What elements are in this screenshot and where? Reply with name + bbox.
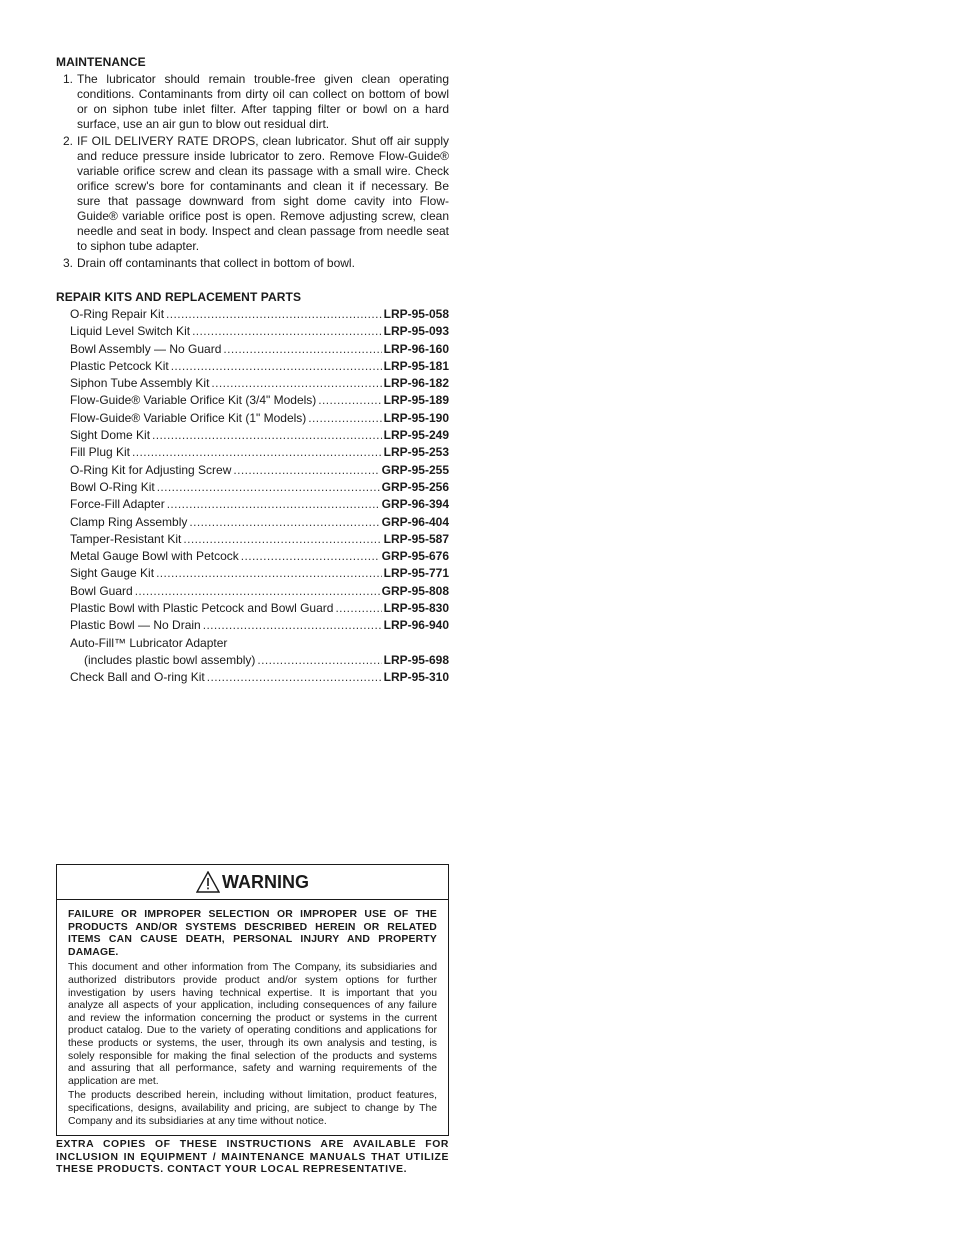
maintenance-item — [56, 134, 449, 254]
part-name: Plastic Petcock Kit — [70, 358, 169, 373]
part-number: LRP-95-698 — [383, 652, 449, 667]
part-number: LRP-95-058 — [383, 307, 449, 321]
part-row — [56, 427, 449, 444]
part-row — [56, 462, 449, 479]
part-number: LRP-95-771 — [383, 566, 449, 581]
part-number: LRP-95-189 — [383, 393, 449, 408]
part-row-autofill — [56, 635, 449, 669]
part-name: Force-Fill Adapter — [70, 497, 165, 512]
part-name: Siphon Tube Assembly Kit — [70, 376, 210, 391]
warning-bold-text: FAILURE OR IMPROPER SELECTION OR IMPROPER USE OF THE PRODUCTS AND/OR SYSTEMS DESCRIBED HEREIN OR RELATED ITEMS CAN CAUSE DEATH, PERSONAL INJURY AND PROPERTY DAMAGE. — [68, 909, 437, 958]
leader-dots — [166, 306, 382, 323]
item-number: 3. — [63, 256, 74, 270]
part-name: Plastic Bowl with Plastic Petcock and Bowl Guard — [70, 601, 334, 616]
part-row — [56, 358, 449, 375]
part-name: Sight Gauge Kit — [70, 566, 155, 581]
part-name: Clamp Ring Assembly — [70, 514, 188, 529]
maintenance-list — [56, 72, 449, 273]
warning-header — [57, 865, 448, 900]
maintenance-item — [56, 256, 449, 271]
part-number: LRP-95-093 — [383, 324, 449, 339]
part-row — [56, 341, 449, 358]
part-number: GRP-95-808 — [381, 583, 449, 598]
part-row — [56, 323, 449, 340]
part-number: LRP-95-587 — [383, 531, 449, 546]
warning-title: WARNING — [222, 871, 309, 892]
part-number: LRP-95-190 — [383, 410, 449, 425]
maintenance-item — [56, 72, 449, 132]
part-row — [56, 548, 449, 565]
part-number: GRP-95-676 — [381, 549, 449, 564]
part-row — [56, 306, 449, 323]
part-number: LRP-96-182 — [383, 376, 449, 391]
leader-dots — [156, 565, 382, 582]
item-text: The lubricator should remain trouble-free given clean operating conditions. Contaminants from dirty oil can collect on bottom of bowl or on siphon tube inlet filter. After tapping filter or bowl on a hard surface, use an air gun to blow out residual dirt. — [77, 72, 449, 131]
leader-dots — [132, 444, 382, 461]
part-number: LRP-95-181 — [383, 358, 449, 373]
part-number: GRP-96-404 — [381, 514, 449, 529]
part-name: Bowl Assembly — No Guard — [70, 341, 222, 356]
part-name: Sight Dome Kit — [70, 428, 151, 443]
extra-copies-notice: EXTRA COPIES OF THESE INSTRUCTIONS ARE AVAILABLE FOR INCLUSION IN EQUIPMENT / MAINTENANCE MANUALS THAT UTILIZE THESE PRODUCTS. CONTACT YOUR LOCAL REPRESENTATIVE. — [56, 1139, 449, 1176]
part-row — [56, 479, 449, 496]
part-number: GRP-95-255 — [381, 462, 449, 477]
part-name: Tamper-Resistant Kit — [70, 531, 182, 546]
part-name: Bowl O-Ring Kit — [70, 479, 155, 494]
leader-dots — [211, 375, 381, 392]
part-name: O-Ring Repair Kit — [70, 307, 165, 321]
leader-dots — [183, 531, 381, 548]
leader-dots — [157, 479, 380, 496]
part-name: O-Ring Kit for Adjusting Screw — [70, 462, 232, 477]
part-name-note: (includes plastic bowl assembly) — [84, 652, 256, 667]
part-name: Fill Plug Kit — [70, 445, 131, 460]
part-name: Flow-Guide® Variable Orifice Kit (3/4" Models) — [70, 393, 317, 408]
leader-dots — [233, 462, 379, 479]
part-row — [56, 375, 449, 392]
part-number: GRP-95-256 — [381, 479, 449, 494]
leader-dots — [135, 583, 380, 600]
maintenance-heading: MAINTENANCE — [56, 55, 146, 69]
part-row — [56, 444, 449, 461]
leader-dots — [308, 410, 381, 427]
leader-dots — [207, 669, 382, 686]
part-name: Bowl Guard — [70, 583, 133, 598]
leader-dots — [171, 358, 382, 375]
leader-dots — [335, 600, 381, 617]
item-text: Drain off contaminants that collect in bottom of bowl. — [77, 256, 355, 270]
warning-triangle-icon — [196, 871, 220, 893]
leader-dots — [203, 617, 382, 634]
part-row — [56, 600, 449, 617]
part-name: Metal Gauge Bowl with Petcock — [70, 549, 239, 564]
warning-body — [57, 900, 448, 1128]
leader-dots — [192, 323, 382, 340]
leader-dots — [167, 496, 380, 513]
warning-box — [56, 864, 449, 1136]
leader-dots — [318, 392, 381, 409]
part-row — [56, 583, 449, 600]
item-number: 2. — [63, 134, 74, 148]
part-row — [56, 617, 449, 634]
part-number: LRP-95-830 — [383, 601, 449, 616]
part-number: LRP-96-160 — [383, 341, 449, 356]
part-name: Flow-Guide® Variable Orifice Kit (1" Models) — [70, 410, 307, 425]
part-number: LRP-95-310 — [383, 669, 449, 684]
part-row-last — [56, 669, 449, 686]
leader-dots — [241, 548, 380, 565]
item-number: 1. — [63, 72, 74, 86]
part-row — [56, 496, 449, 513]
leader-dots — [223, 341, 381, 358]
part-name: Plastic Bowl — No Drain — [70, 618, 201, 633]
part-row — [56, 410, 449, 427]
part-name: Check Ball and O-ring Kit — [70, 669, 205, 684]
parts-heading: REPAIR KITS AND REPLACEMENT PARTS — [56, 290, 302, 304]
warning-paragraph: The products described herein, including without limitation, product features, specifications, designs, availability and pricing, are subject to change by The Company and its subsidiaries at any time without notice. — [68, 1090, 437, 1127]
part-number: GRP-96-394 — [381, 497, 449, 512]
part-row — [56, 514, 449, 531]
leader-dots — [152, 427, 382, 444]
part-number: LRP-96-940 — [383, 618, 449, 633]
part-name: Auto-Fill™ Lubricator Adapter — [70, 635, 228, 650]
part-name: Liquid Level Switch Kit — [70, 324, 191, 339]
part-row — [56, 531, 449, 548]
part-row — [56, 392, 449, 409]
leader-dots — [257, 652, 381, 669]
warning-paragraph: This document and other information from The Company, its subsidiaries and authorized distributors provide product and/or system options for further investigation by users having technical expertise. It is important that you analyze all aspects of your application, including consequences of any failure and review the information concerning the product or systems in the current product catalog. Due to the variety of operating conditions and applications for these products or systems, the user, through its own analysis and testing, is solely responsible for making the final selection of the products and systems and assuring that all performance, safety and warning requirements of the application are met. — [68, 962, 437, 1087]
parts-list — [56, 306, 449, 686]
part-row — [56, 565, 449, 582]
part-number: LRP-95-253 — [383, 445, 449, 460]
item-text: IF OIL DELIVERY RATE DROPS, clean lubricator. Shut off air supply and reduce pressure inside lubricator to zero. Remove Flow-Guide® variable orifice screw and clean its passage with a small wire. Check orifice screw's bore for contaminants and clean it if necessary. Be sure that passage downward from sight dome cavity into Flow-Guide® variable orifice post is open. Remove adjusting screw, clean needle and seat in body. Inspect and clean passage from needle seat to siphon tube adapter. — [77, 134, 449, 253]
part-number: LRP-95-249 — [383, 428, 449, 443]
leader-dots — [189, 514, 379, 531]
